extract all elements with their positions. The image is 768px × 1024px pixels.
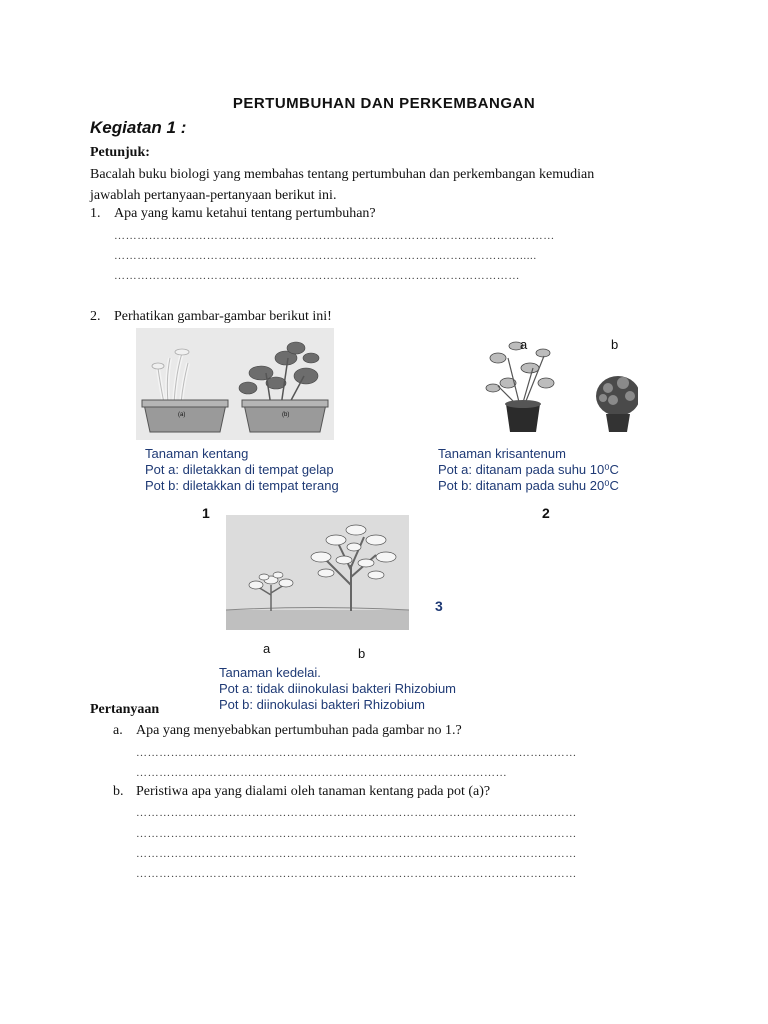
instructions-line-1: Bacalah buku biologi yang membahas tentang pertumbuhan dan perkembangan kemudian xyxy=(90,167,595,182)
qa-text: Apa yang menyebabkan pertumbuhan pada gambar no 1.? xyxy=(136,723,462,738)
figure-3-caption xyxy=(219,665,456,713)
figure-3-number: 3 xyxy=(435,598,443,614)
caption-3-pot-a: Pot a: tidak diinokulasi bakteri Rhizobium xyxy=(219,681,457,696)
soybean-illustration xyxy=(226,515,409,630)
qb-answer-line-1[interactable]: …………………………………………………………………………………………………… xyxy=(136,807,577,819)
instructions-line-2: jawablah pertanyaan-pertanyaan berikut ini. xyxy=(90,188,337,203)
caption-1-title: Tanaman kentang xyxy=(145,446,249,461)
activity-heading: Kegiatan 1 : xyxy=(90,118,187,137)
qb-answer-line-4[interactable]: …………………………………………………………………………………………………… xyxy=(136,868,577,880)
caption-2-pot-b: Pot b: ditanam pada suhu 20⁰C xyxy=(438,478,619,493)
figure-1-number: 1 xyxy=(202,505,210,521)
q1-answer-line-3[interactable]: …………………………………………………………………………………………… xyxy=(114,270,520,282)
q2-number: 2. xyxy=(90,309,101,324)
caption-1-pot-b: Pot b: diletakkan di tempat terang xyxy=(145,478,339,493)
figure-2-label-a: a xyxy=(520,337,528,352)
q1-number: 1. xyxy=(90,206,101,221)
qa-letter: a. xyxy=(113,723,123,738)
figure-3-label-b: b xyxy=(358,646,366,661)
pot-b-label: (b) xyxy=(282,412,290,418)
figure-1-caption xyxy=(145,446,339,494)
q1-text: Apa yang kamu ketahui tentang pertumbuhan? xyxy=(114,206,376,221)
figure-2-number: 2 xyxy=(542,505,550,521)
q1-answer-line-2[interactable]: ……………………………………………………………………………………………..... xyxy=(114,250,537,262)
qa-answer-line-1[interactable]: …………………………………………………………………………………………………… xyxy=(136,747,577,759)
qb-answer-line-3[interactable]: …………………………………………………………………………………………………… xyxy=(136,848,577,860)
page-title: PERTUMBUHAN DAN PERKEMBANGAN xyxy=(232,95,536,112)
questions-heading: Pertanyaan xyxy=(90,702,160,717)
qb-text: Peristiwa apa yang dialami oleh tanaman kentang pada pot (a)? xyxy=(136,784,491,799)
figure-2-caption xyxy=(438,446,619,494)
figure-3-image xyxy=(226,515,409,630)
figure-3-label-a: a xyxy=(263,641,271,656)
potato-pots-illustration xyxy=(136,328,334,440)
pot-a-label: (a) xyxy=(178,412,186,418)
figure-2-label-b: b xyxy=(611,337,619,352)
q2-text: Perhatikan gambar-gambar berikut ini! xyxy=(114,309,332,324)
q1-answer-line-1[interactable]: …………………………………………………………………………………………………… xyxy=(114,230,555,242)
qb-letter: b. xyxy=(113,784,124,799)
instructions-text xyxy=(90,164,670,206)
caption-2-title: Tanaman krisantenum xyxy=(438,446,566,461)
qb-answer-line-2[interactable]: …………………………………………………………………………………………………… xyxy=(136,828,577,840)
caption-2-pot-a: Pot a: ditanam pada suhu 10⁰C xyxy=(438,462,619,477)
caption-3-pot-b: Pot b: diinokulasi bakteri Rhizobium xyxy=(219,697,425,712)
caption-3-title: Tanaman kedelai. xyxy=(219,665,321,680)
caption-1-pot-a: Pot a: diletakkan di tempat gelap xyxy=(145,462,334,477)
qa-answer-line-2[interactable]: …………………………………………………………………………………… xyxy=(136,767,508,779)
instructions-label: Petunjuk: xyxy=(90,145,150,160)
figure-1-image xyxy=(136,328,334,440)
